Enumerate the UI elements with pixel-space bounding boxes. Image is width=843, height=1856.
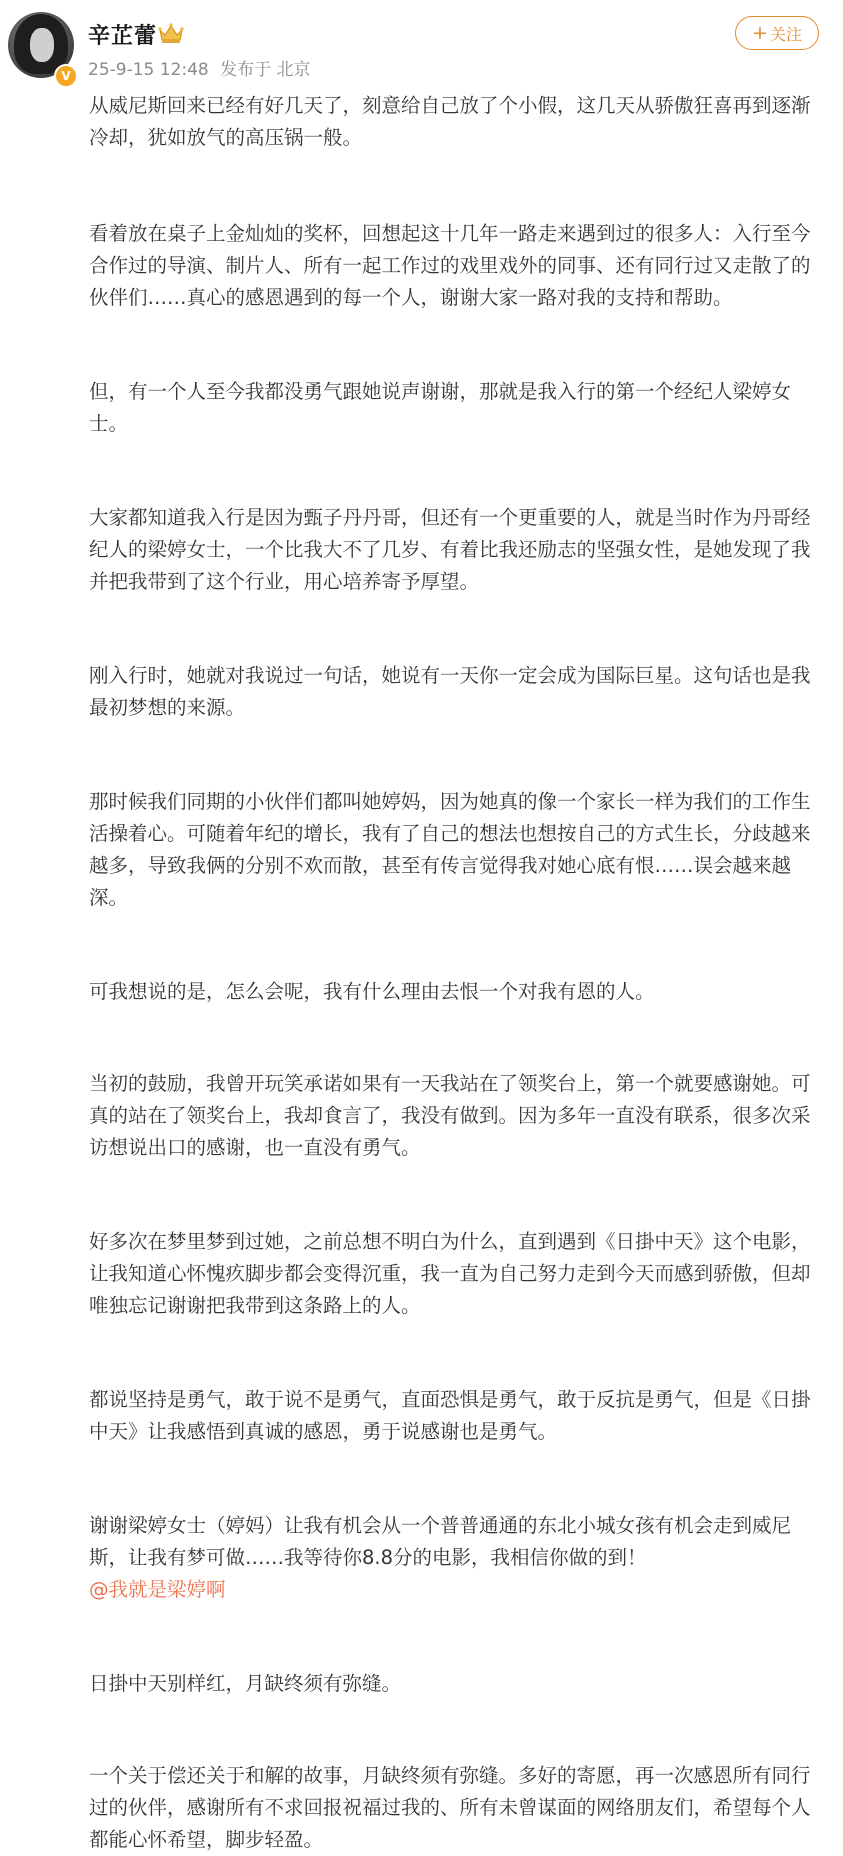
post-paragraph: 从威尼斯回来已经有好几天了，刻意给自己放了个小假，这几天从骄傲狂喜再到逐渐冷却，犹如放气的高压锅一般。 (89, 94, 811, 149)
post-header (0, 0, 843, 90)
post-source: 发布于 北京 (220, 60, 311, 80)
plus-icon: + (752, 21, 768, 44)
post-paragraph: 那时候我们同期的小伙伴们都叫她婷妈，因为她真的像一个家长一样为我们的工作生活操着心。可随着年纪的增长，我有了自己的想法也想按自己的方式生长，分歧越来越多，导致我俩的分别不欢而散，甚至有传言觉得我对她心底有恨……误会越来越深。 (89, 790, 811, 909)
mention-link[interactable]: @我就是梁婷啊 (89, 1578, 226, 1601)
post-time[interactable]: 25-9-15 12:48 (88, 60, 209, 80)
post-paragraph: 大家都知道我入行是因为甄子丹丹哥，但还有一个更重要的人，就是当时作为丹哥经纪人的梁婷女士，一个比我大不了几岁、有着比我还励志的坚强女性，是她发现了我并把我带到了这个行业，用心培养寄予厚望。 (89, 506, 811, 593)
avatar-face (30, 28, 54, 62)
post-paragraph: 看着放在桌子上金灿灿的奖杯，回想起这十几年一路走来遇到过的很多人：入行至今合作过的导演、制片人、所有一起工作过的戏里戏外的同事、还有同行过又走散了的伙伴们……真心的感恩遇到的每一个人，谢谢大家一路对我的支持和帮助。 (89, 222, 811, 309)
post-body (89, 90, 824, 1856)
post-paragraph: 当初的鼓励，我曾开玩笑承诺如果有一天我站在了领奖台上，第一个就要感谢她。可真的站在了领奖台上，我却食言了，我没有做到。因为多年一直没有联系，很多次采访想说出口的感谢，也一直没有勇气。 (89, 1072, 811, 1159)
follow-label: 关注 (769, 24, 802, 44)
verified-badge-icon: V (54, 64, 78, 88)
post-paragraph: 但，有一个人至今我都没勇气跟她说声谢谢，那就是我入行的第一个经纪人梁婷女士。 (89, 380, 792, 435)
post-paragraph: 刚入行时，她就对我说过一句话，她说有一天你一定会成为国际巨星。这句话也是我最初梦想的来源。 (89, 664, 811, 719)
post-paragraph: 好多次在梦里梦到过她，之前总想不明白为什么，直到遇到《日掛中天》这个电影，让我知道心怀愧疚脚步都会变得沉重，我一直为自己努力走到今天而感到骄傲，但却唯独忘记谢谢把我带到这条路上的人。 (89, 1230, 811, 1317)
crown-icon (158, 22, 184, 44)
post-paragraph: 一个关于偿还关于和解的故事，月缺终须有弥缝。多好的寄愿，再一次感恩所有同行过的伙伴，感谢所有不求回报祝福过我的、所有未曾谋面的网络朋友们，希望每个人都能心怀希望，脚步轻盈。 (89, 1764, 811, 1851)
post-paragraph: 日掛中天别样红，月缺终须有弥缝。 (89, 1672, 402, 1695)
post-paragraph: 谢谢梁婷女士（婷妈）让我有机会从一个普普通通的东北小城女孩有机会走到威尼斯，让我有梦可做……我等待你8.8分的电影，我相信你做的到！ (89, 1514, 792, 1569)
username[interactable]: 辛芷蕾 (88, 24, 158, 49)
post-paragraph: 可我想说的是，怎么会呢，我有什么理由去恨一个对我有恩的人。 (89, 980, 655, 1003)
post-meta (88, 55, 317, 80)
post-paragraph: 都说坚持是勇气，敢于说不是勇气，直面恐惧是勇气，敢于反抗是勇气，但是《日掛中天》让我感悟到真诚的感恩，勇于说感谢也是勇气。 (89, 1388, 811, 1443)
follow-button[interactable] (735, 16, 819, 50)
